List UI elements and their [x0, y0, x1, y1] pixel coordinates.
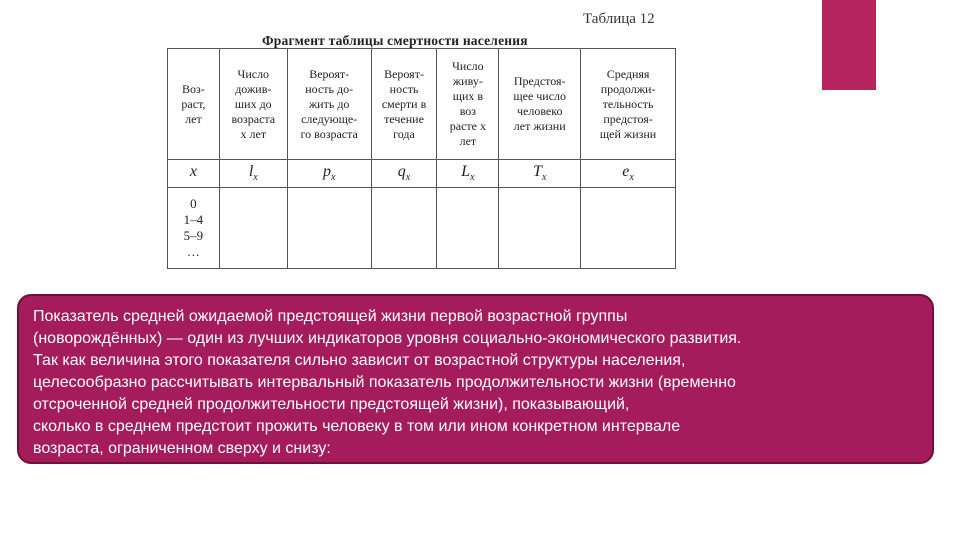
- symbol-cell: $q_x$: [371, 160, 437, 188]
- age-group: 5–9: [183, 228, 204, 243]
- symbol-cell: $L_x$: [437, 160, 499, 188]
- age-groups-cell: [168, 188, 220, 269]
- accent-bar: [822, 0, 876, 90]
- text-line: (новорождённых) — один из лучших индикаторов уровня социально-экономического развития.: [33, 330, 742, 347]
- table-title: Фрагмент таблицы смертности населения: [262, 33, 528, 48]
- age-group: 1–4: [183, 212, 204, 227]
- text-line: отсроченной средней продолжительности предстоящей жизни), показывающий,: [33, 396, 630, 413]
- text-line: сколько в среднем предстоит прожить человеку в том или ином конкретном интервале: [33, 418, 681, 435]
- age-group: 0: [190, 196, 197, 211]
- text-line: Так как величина этого показателя сильно зависит от возрастной структуры населения,: [33, 352, 686, 369]
- symbol-cell: x: [168, 160, 220, 188]
- empty-cell: [287, 188, 371, 269]
- mortality-table: [167, 48, 676, 269]
- symbol-cell: $p_x$: [287, 160, 371, 188]
- header-living-in-age: Число живу- щих в воз расте x лет: [437, 49, 499, 160]
- header-person-years: Предстоя- щее число человеко лет жизни: [499, 49, 581, 160]
- text-line: целесообразно рассчитывать интервальный показатель продолжительности жизни (временно: [33, 374, 736, 391]
- symbol-cell: $T_x$: [499, 160, 581, 188]
- header-row: [168, 49, 676, 160]
- header-death-probability: Вероят- ность смерти в течение года: [371, 49, 437, 160]
- header-survivors: Число дожив- ших до возраста x лет: [219, 49, 287, 160]
- header-survival-probability: Вероят- ность до- жить до следующе- го возраста: [287, 49, 371, 160]
- text-line: Показатель средней ожидаемой предстоящей жизни первой возрастной группы: [33, 308, 628, 325]
- header-age: Воз- раст, лет: [168, 49, 220, 160]
- text-line: возраста, ограниченном сверху и снизу:: [33, 440, 331, 457]
- empty-cell: [581, 188, 676, 269]
- empty-cell: [371, 188, 437, 269]
- table-caption: Таблица 12: [583, 11, 655, 27]
- header-life-expectancy: Средняя продолжи- тельность предстоя- щей жизни: [581, 49, 676, 160]
- symbol-row: [168, 160, 676, 188]
- symbol-cell: $l_x$: [219, 160, 287, 188]
- data-row: [168, 188, 676, 269]
- empty-cell: [437, 188, 499, 269]
- age-group: …: [186, 244, 200, 259]
- empty-cell: [219, 188, 287, 269]
- description-text-box: [17, 294, 934, 464]
- symbol-cell: $e_x$: [581, 160, 676, 188]
- empty-cell: [499, 188, 581, 269]
